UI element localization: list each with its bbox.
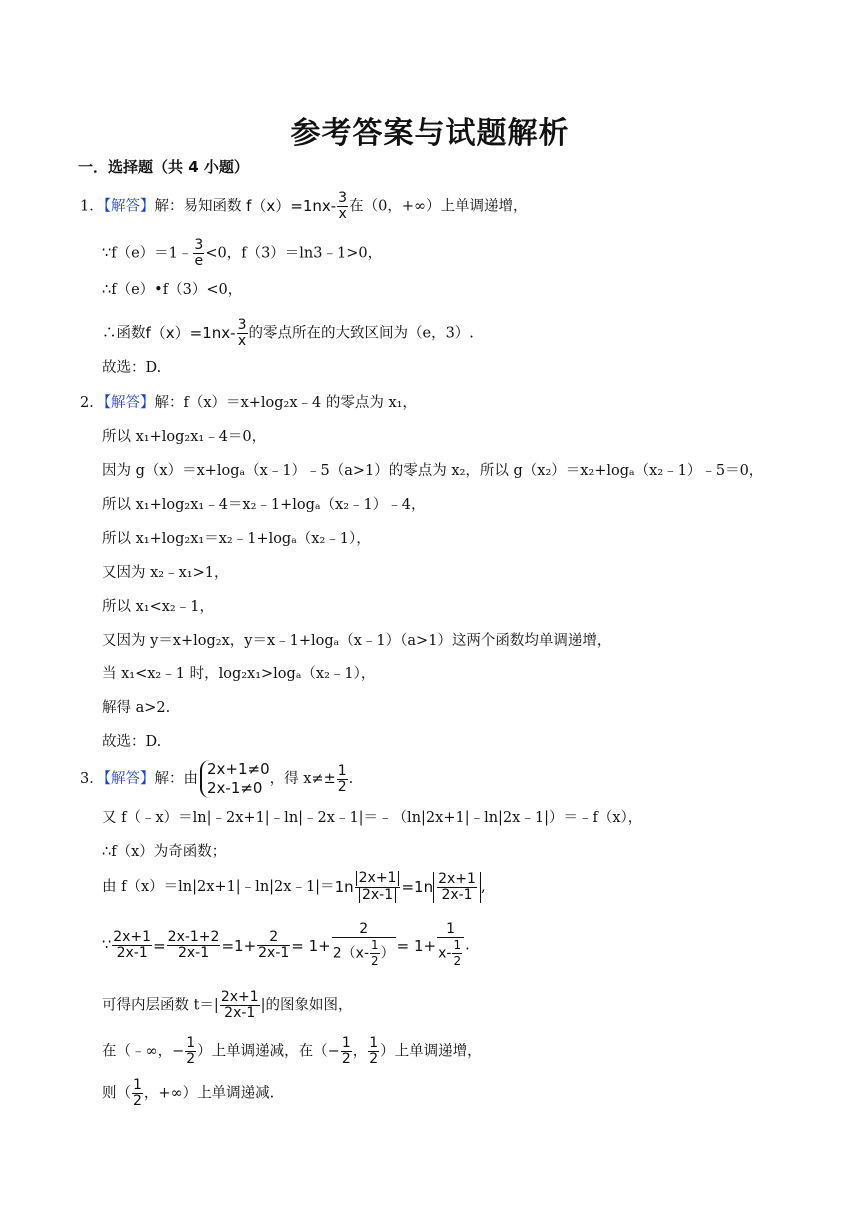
q3-number: 3． [80, 771, 104, 787]
page-title: 参考答案与试题解析 [290, 116, 570, 151]
section-heading: 一．选择题（共 4 小题） [78, 158, 249, 176]
q2-line-3: 因为 g（x）＝x+logₐ（x﹣1）﹣5（a>1）的零点为 x₂，所以 g（x₂）＝x₂+logₐ（x₂﹣1）﹣5＝0， [102, 463, 764, 479]
q1-number: 1． [80, 198, 104, 215]
q2-number: 2． [80, 395, 104, 411]
q3-equation-system: 2x+1≠0 2x-1≠0 [200, 760, 270, 798]
q2-line-4: 所以 x₁+log₂x₁﹣4＝x₂﹣1+logₐ（x₂﹣1）﹣4， [102, 497, 426, 513]
q3-line-4: 由 f（x）＝ln|2x+1|﹣ln|2x﹣1|＝1n $\frac{2x+1}{2x-1}$ =1n $\frac{2x+1}{2x-1}$ , [102, 870, 486, 903]
q3-line-8: 则（ $\frac{1}{2}$ ，+∞）上单调递减. [102, 1077, 275, 1109]
q2-answer-tag: 【解答】 [103, 395, 155, 411]
q2-line-7: 所以 x₁<x₂﹣1， [102, 599, 214, 615]
q2-line-6: 又因为 x₂﹣x₁>1， [102, 565, 229, 581]
q2-line-9: 当 x₁<x₂﹣1 时，log₂x₁>logₐ（x₂﹣1）， [102, 666, 376, 682]
q3-line-5: ∵ $\frac{2x+1}{2x-1}$ = $\frac{2x-1+2}{2x-1}$ =1+ $\frac{2}{2x-1}$ = 1+ 2 2（x- $\frac{1}{2}$ ） = 1+ 1 x- $\frac{1}{2}$ . [102, 921, 470, 968]
q3-line-7: 在（﹣∞，− $\frac{1}{2}$ ）上单调递减，在（− $\frac{1}{2}$ ， $\frac{1}{2}$ ）上单调递增， [102, 1035, 482, 1067]
q3-line-1: 3．【解答】解：由 2x+1≠0 2x-1≠0 ，得 x≠± $\frac{1}{2}$ . [80, 760, 354, 797]
q1-line-5: 故选：D. [102, 360, 162, 376]
q1-line-1 [80, 191, 528, 222]
q2-line-2: 所以 x₁+log₂x₁﹣4＝0， [102, 429, 267, 445]
q1-function: f（x）=1nx- $\frac{3}{x}$ [246, 190, 348, 222]
q1-fraction-3-e: $\frac{3}{e}$ [194, 237, 204, 269]
q2-line-8: 又因为 y＝x+log₂x，y＝x﹣1+logₐ（x﹣1）（a>1）这两个函数均单调递增， [102, 633, 612, 649]
q1-line-2: ∵f（e）＝1﹣ $\frac{3}{e}$ <0，f（3）＝ln3﹣1>0， [102, 237, 383, 269]
q3-answer-tag: 【解答】 [103, 771, 155, 787]
q1-text: 解：易知函数 [154, 198, 242, 215]
q2-line-11: 故选：D. [102, 734, 162, 750]
q3-line-6: 可得内层函数 t＝| $\frac{2x+1}{2x-1}$ |的图象如图， [102, 989, 353, 1021]
q1-line-3: ∴f（e）•f（3）<0， [102, 282, 243, 298]
q2-line-5: 所以 x₁+log₂x₁＝x₂﹣1+logₐ（x₂﹣1）， [102, 531, 371, 547]
q3-line-2: 又 f（﹣x）＝ln|﹣2x+1|﹣ln|﹣2x﹣1|＝﹣（ln|2x+1|﹣ln|2x﹣1|）＝﹣f（x）， [102, 810, 643, 826]
q3-line-3: ∴f（x）为奇函数； [102, 844, 227, 860]
q2-line-1: 2．【解答】解：f（x）＝x+log₂x﹣4 的零点为 x₁， [80, 395, 417, 411]
q1-answer-tag: 【解答】 [103, 198, 155, 215]
q1-line-4: ∴函数f（x）=1nx- $\frac{3}{x}$ 的零点所在的大致区间为（e，3）. [102, 317, 474, 349]
q2-line-10: 解得 a>2. [102, 700, 171, 716]
q1-text-2: 在（0，+∞）上单调递增， [349, 198, 528, 215]
